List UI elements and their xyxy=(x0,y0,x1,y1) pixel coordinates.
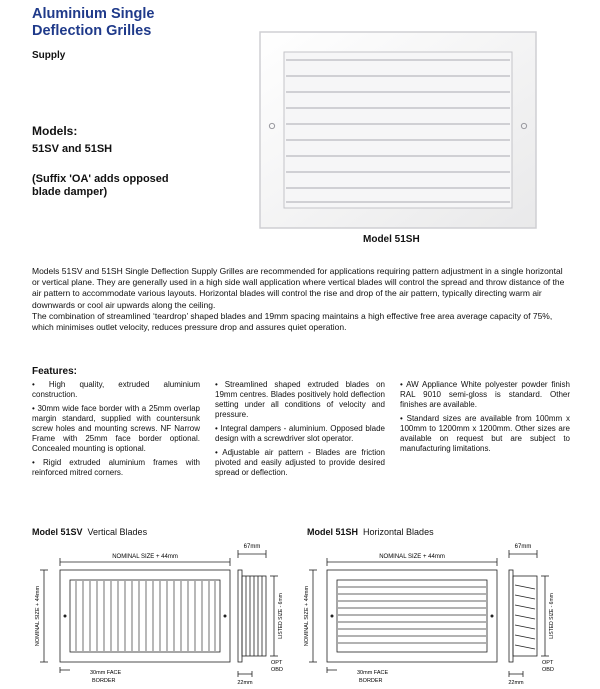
features-heading: Features: xyxy=(32,366,78,377)
feature-item: • Standard sizes are available from 100mm x 100mm to 1200mm x 1200mm. Other sizes are available on request but are subject to manufacturing limitations. xyxy=(400,414,570,453)
feature-item: • AW Appliance White polyester powder finish RAL 9010 semi-gloss is standard. Other finishes are available. xyxy=(400,380,570,409)
diagram-model-51sh: Model 51SH xyxy=(307,527,359,537)
dim-listed-sv: LISTED SIZE - 6mm xyxy=(278,593,284,639)
subtitle: Supply xyxy=(32,50,66,61)
dim-obd-sh: OBD xyxy=(542,667,554,673)
title-line-2: Deflection Grilles xyxy=(32,23,152,39)
features-col-3 xyxy=(400,380,570,458)
dim-67-sv: 67mm xyxy=(243,544,261,550)
diagram-51sh xyxy=(305,540,565,688)
dim-opt-sv: OPT xyxy=(271,660,283,666)
dim-listed-sh: LISTED SIZE - 6mm xyxy=(549,593,555,639)
title-line-1: Aluminium Single xyxy=(32,6,155,22)
photo-caption: Model 51SH xyxy=(363,234,420,245)
side-section xyxy=(238,550,278,677)
screw-hole-left xyxy=(64,615,67,618)
features-col-1 xyxy=(32,380,200,482)
screw-hole-right xyxy=(224,615,227,618)
models-values: 51SV and 51SH xyxy=(32,143,113,155)
description-para-1: Models 51SV and 51SH Single Deflection Supply Grilles are recommended for applications requiring pattern adjustment in a single horizontal or vertical plane. They are generally used in a high side wall application where vertical blades will control the spread and throw distance of the air pattern to accommodate various layouts. Horizontal blades will control the rise and drop of the air pattern, typically directing warm air downwards or cool air upwards along the ceiling. xyxy=(32,266,565,310)
grille-photo xyxy=(258,30,538,230)
screw-hole-left xyxy=(331,615,334,618)
feature-item: • 30mm wide face border with a 25mm overlap margin standard, supplied with countersunk screw holes and mounting screws. NF Narrow Frame with 25mm face border optional. Concealed mounting is optional. xyxy=(32,404,200,453)
page-title xyxy=(32,6,222,40)
dim-nominal-sh: NOMINAL SIZE + 44mm xyxy=(379,554,445,560)
diagram-label-51sh: Horizontal Blades xyxy=(363,527,434,537)
feature-item: • Rigid extruded aluminium frames with reinforced mitred corners. xyxy=(32,458,200,477)
diagram-label-51sv: Vertical Blades xyxy=(87,527,148,537)
feature-item: • Adjustable air pattern - Blades are friction pivoted and easily adjusted to provide desired spread or deflection. xyxy=(215,448,385,477)
dim-opt-sh: OPT xyxy=(542,660,554,666)
diagram-caption-51sh xyxy=(307,527,434,537)
dim-nominal-vert-sh: NOMINAL SIZE + 44mm xyxy=(304,585,310,647)
models-heading: Models: xyxy=(32,124,78,138)
diagram-caption-51sv xyxy=(32,527,147,537)
features-col-2 xyxy=(215,380,385,482)
side-section xyxy=(509,550,549,677)
dim-nominal-vert-sv: NOMINAL SIZE + 44mm xyxy=(35,585,41,647)
dim-22-sh: 22mm xyxy=(508,680,524,686)
suffix-line-2: blade damper) xyxy=(32,186,108,198)
feature-item: • Streamlined shaped extruded blades on 19mm centres. Blades positively hold deflection setting under all conditions of velocity and pressure. xyxy=(215,380,385,419)
feature-item: • High quality, extruded aluminium construction. xyxy=(32,380,200,399)
dim-border-sh: BORDER xyxy=(359,678,383,684)
description xyxy=(32,266,570,333)
diagram-model-51sv: Model 51SV xyxy=(32,527,83,537)
dim-obd-sv: OBD xyxy=(271,667,283,673)
screw-hole-right xyxy=(491,615,494,618)
dim-border-sv: BORDER xyxy=(92,678,116,684)
suffix-line-1: (Suffix 'OA' adds opposed xyxy=(32,173,169,185)
dim-67-sh: 67mm xyxy=(514,544,532,550)
horizontal-blades xyxy=(338,587,486,643)
feature-item: • Integral dampers - aluminium. Opposed blade design with a screwdriver slot operator. xyxy=(215,424,385,443)
description-para-2: The combination of streamlined ‘teardrop’ shaped blades and 19mm spacing maintains a high effective free area average capacity of 75%, which minimises outlet velocity, reduces pressure drop and assures quiet operation. xyxy=(32,310,553,333)
vertical-blades xyxy=(76,581,215,651)
suffix-note xyxy=(32,173,212,199)
dim-face-sv: 30mm FACE xyxy=(90,670,122,676)
dim-22-sv: 22mm xyxy=(237,680,253,686)
diagram-51sv xyxy=(30,540,290,688)
dim-face-sh: 30mm FACE xyxy=(357,670,389,676)
dim-nominal-sv: NOMINAL SIZE + 44mm xyxy=(112,554,178,560)
